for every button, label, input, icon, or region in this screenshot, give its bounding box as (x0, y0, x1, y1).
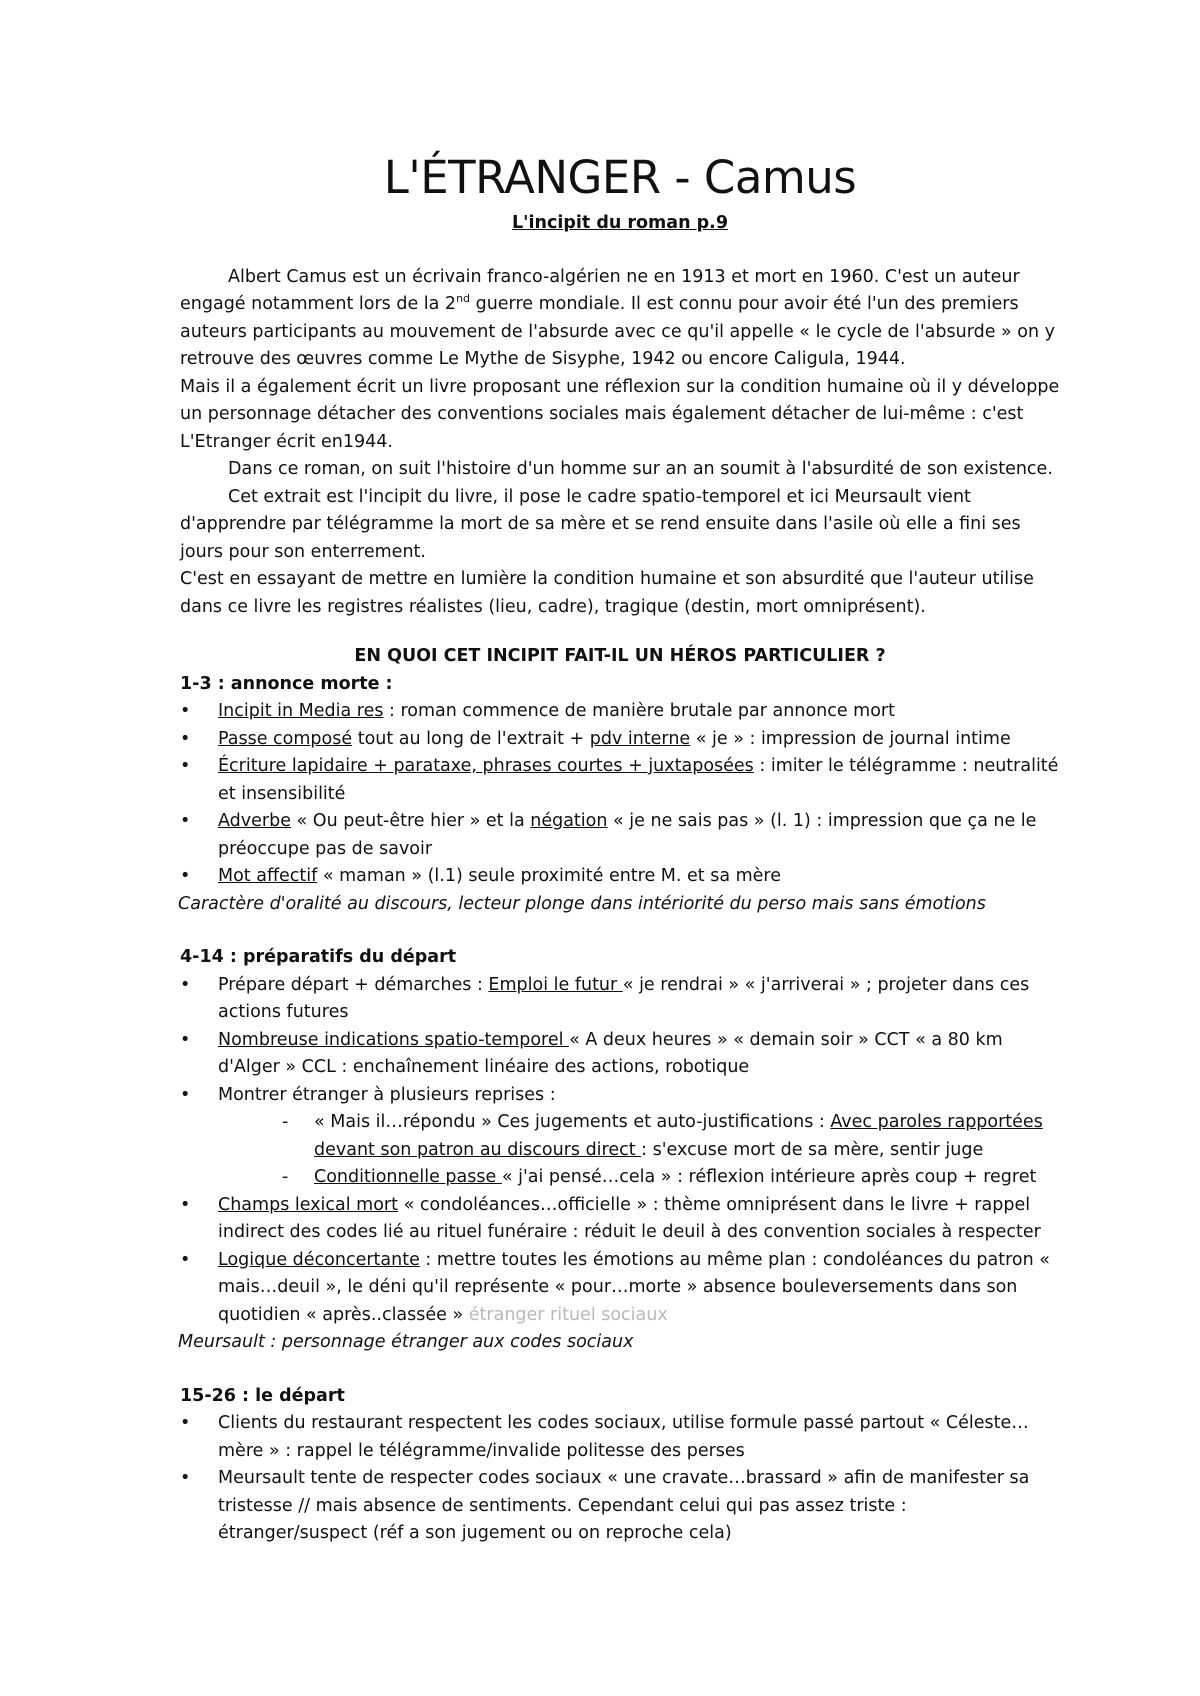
list-item: • Nombreuse indications spatio-temporel « A deux heures » « demain soir » CCT « a 80 km d'Alger » CCL : enchaînement linéaire des actions, robotique (180, 1027, 1060, 1082)
section-depart (180, 1383, 1060, 1548)
list-item: • Adverbe « Ou peut-être hier » et la négation « je ne sais pas » (l. 1) : impression que ça ne le préoccupe pas de savoir (180, 808, 1060, 863)
section-preparatifs (180, 944, 1060, 1357)
section-title: 15-26 : le départ (180, 1385, 345, 1406)
section-title: 4-14 : préparatifs du départ (180, 947, 457, 967)
dash-list (218, 1109, 1060, 1192)
bullet-list (180, 698, 1060, 891)
section-conclusion: Meursault : personnage étranger aux codes sociaux (178, 1332, 634, 1352)
list-item: • Incipit in Media res : roman commence de manière brutale par annonce mort (180, 698, 1060, 726)
intro-paragraph-3: Dans ce roman, on suit l'histoire d'un homme sur an an soumit à l'absurdité de son existence. (228, 459, 1053, 479)
list-item: • Passe composé tout au long de l'extrait + pdv interne « je » : impression de journal intime (180, 726, 1060, 754)
intro-paragraph-4: Cet extrait est l'incipit du livre, il pose le cadre spatio-temporel et ici Meursault vient d'apprendre par télégramme la mort de sa mère et se rend ensuite dans l'asile où elle a fini ses jours pour son enterrement. (180, 486, 1021, 562)
list-item: • Écriture lapidaire + parataxe, phrases courtes + juxtaposées : imiter le télégramme : neutralité et insensibilité (180, 753, 1060, 808)
list-item: • Prépare départ + démarches : Emploi le futur « je rendrai » « j'arriverai » ; projeter dans ces actions futures (180, 972, 1060, 1027)
section-title: 1-3 : annonce morte : (180, 673, 393, 694)
list-item: - « Mais il…répondu » Ces jugements et auto-justifications : Avec paroles rapportées devant son patron au discours direct : s'excuse mort de sa mère, sentir juge (282, 1109, 1060, 1164)
document-title: L'ÉTRANGER - Camus (383, 151, 857, 204)
list-item: • Champs lexical mort « condoléances…officielle » : thème omniprésent dans le livre + rappel indirect des codes lié au rituel funéraire : réduit le deuil à des convention sociales à respecter (180, 1192, 1060, 1247)
document-subtitle: L'incipit du roman p.9 (512, 213, 728, 233)
section-conclusion: Caractère d'oralité au discours, lecteur plonge dans intériorité du perso mais sans émotions (178, 893, 986, 914)
list-item: • Mot affectif « maman » (l.1) seule proximité entre M. et sa mère (180, 863, 1060, 891)
list-item: • Montrer étranger à plusieurs reprises : - « Mais il…répondu » Ces jugements et auto-justifications : Avec paroles rapportées devant son patron au discours direct : s'excuse mort de sa mère, sentir juge - Conditionnelle passe « j'ai pensé…cela » : réflexion intérieure après coup + regret (180, 1082, 1060, 1192)
bullet-list (180, 1410, 1060, 1548)
list-item: • Meursault tente de respecter codes sociaux « une cravate…brassard » afin de manifester sa tristesse // mais absence de sentiments. Cependant celui qui pas assez triste : étranger/suspect (réf a son jugement ou on reproche cela) (180, 1465, 1060, 1548)
bullet-list (180, 972, 1060, 1330)
document-body (180, 150, 1060, 1548)
intro-paragraph-1: Albert Camus est un écrivain franco-algérien ne en 1913 et mort en 1960. C'est un auteur engagé notamment lors de la 2nd guerre mondiale. Il est connu pour avoir été l'un des premiers auteurs participants au mouvement de l'absurde avec ce qu'il appelle « le cycle de l'absurde » on y retrouve des œuvres comme Le Mythe de Sisyphe, 1942 ou encore Caligula, 1944. (180, 266, 1056, 369)
list-item: - Conditionnelle passe « j'ai pensé…cela » : réflexion intérieure après coup + regret (282, 1164, 1060, 1192)
list-item: • Logique déconcertante : mettre toutes les émotions au même plan : condoléances du patron « mais…deuil », le déni qu'il représente « pour…morte » absence bouleversements dans son quotidien « après..classée » étranger rituel sociaux (180, 1247, 1060, 1330)
intro-paragraph-5: C'est en essayant de mettre en lumière la condition humaine et son absurdité que l'auteur utilise dans ce livre les registres réalistes (lieu, cadre), tragique (destin, mort omniprésent). (180, 569, 1034, 617)
section-annonce-morte (180, 671, 1060, 919)
list-item: • Clients du restaurant respectent les codes sociaux, utilise formule passé partout « Céleste…mère » : rappel le télégramme/invalide politesse des perses (180, 1410, 1060, 1465)
problem-question: EN QUOI CET INCIPIT FAIT-IL UN HÉROS PARTICULIER ? (354, 646, 886, 666)
intro-paragraph-2: Mais il a également écrit un livre proposant une réflexion sur la condition humaine où il y développe un personnage détacher des conventions sociales mais également détacher de lui-même : c'est L'Etranger écrit en1944. (180, 376, 1060, 452)
